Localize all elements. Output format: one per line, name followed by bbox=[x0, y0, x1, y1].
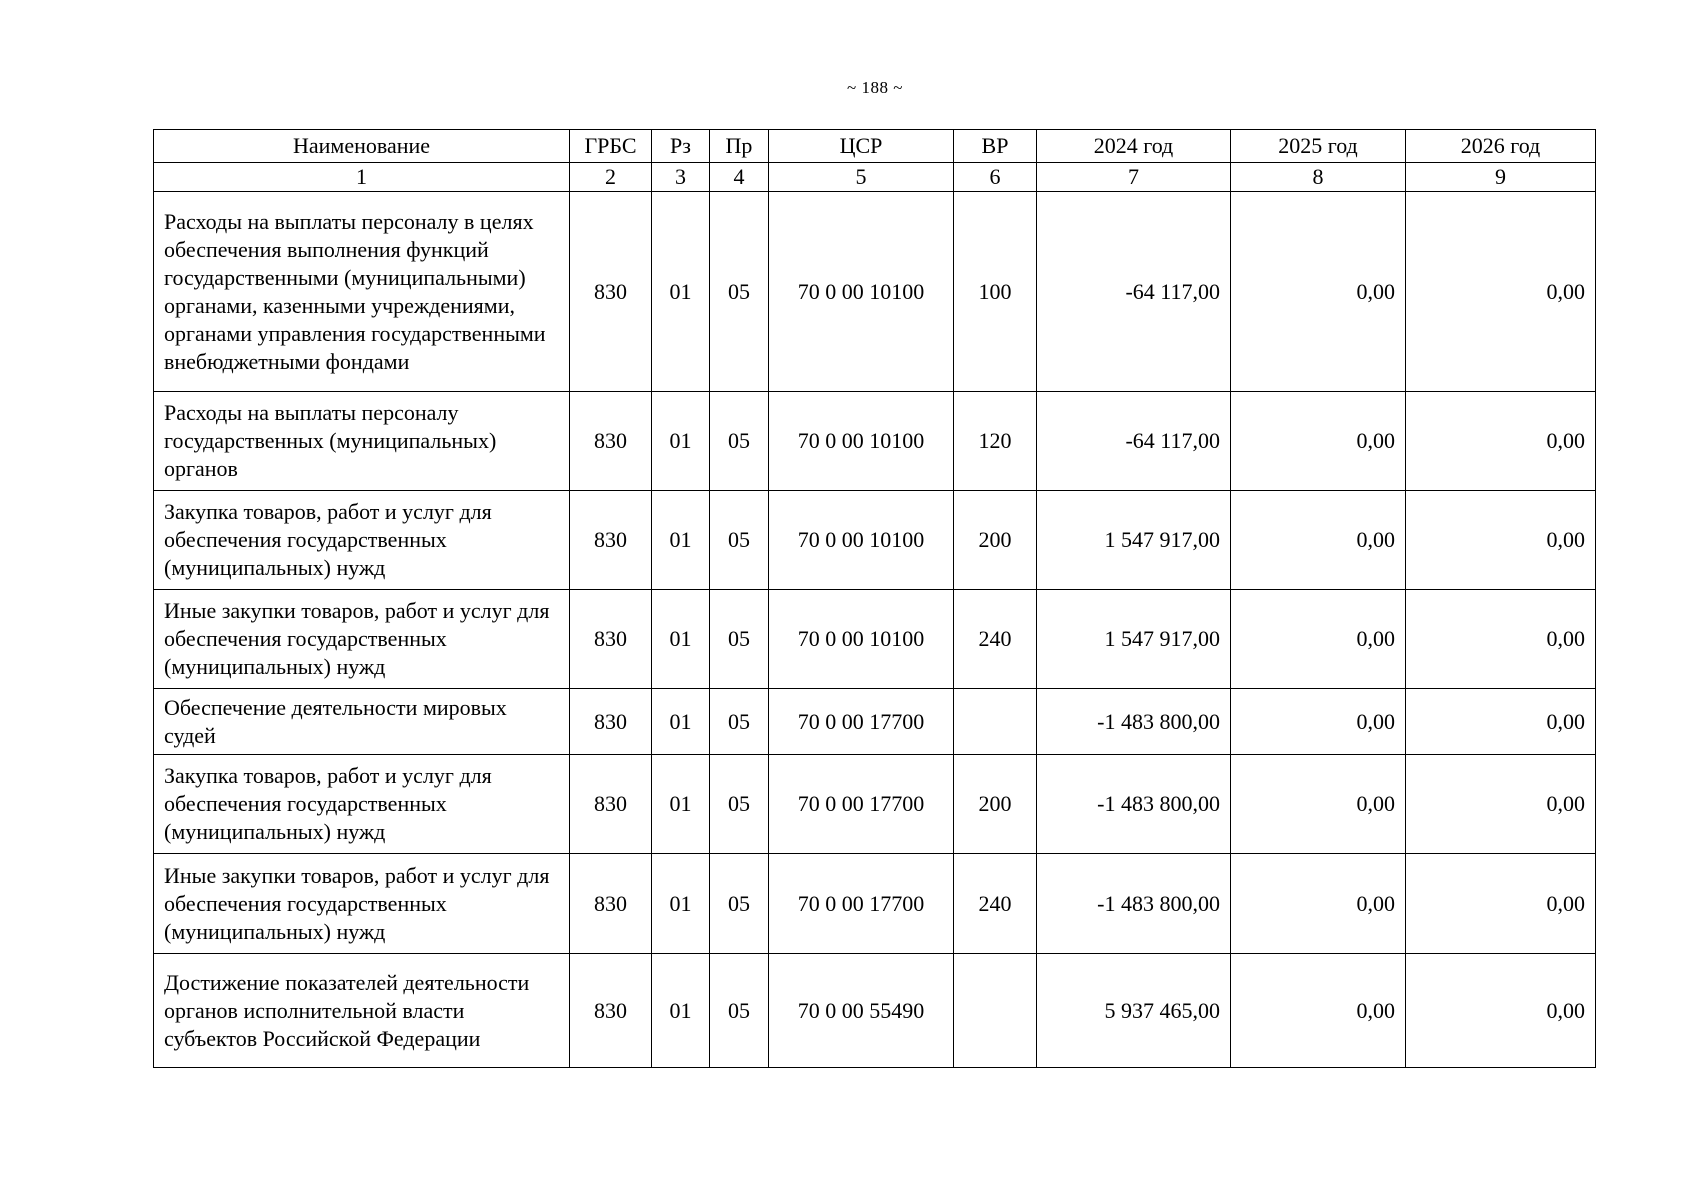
table-row bbox=[154, 392, 1596, 491]
cell-pr: 05 bbox=[710, 192, 769, 392]
cell-2026: 0,00 bbox=[1406, 192, 1596, 392]
row-name: Достижение показателей деятельности органов исполнительной власти субъектов Российской Федерации bbox=[154, 954, 570, 1068]
cell-grbs: 830 bbox=[570, 192, 652, 392]
cell-grbs: 830 bbox=[570, 755, 652, 854]
cell-2024: 1 547 917,00 bbox=[1037, 590, 1231, 689]
cell-pr: 05 bbox=[710, 689, 769, 755]
table-row bbox=[154, 590, 1596, 689]
cell-pr: 05 bbox=[710, 854, 769, 954]
cell-2025: 0,00 bbox=[1231, 392, 1406, 491]
cell-2026: 0,00 bbox=[1406, 755, 1596, 854]
cell-2026: 0,00 bbox=[1406, 392, 1596, 491]
cell-rz: 01 bbox=[652, 755, 710, 854]
cell-rz: 01 bbox=[652, 854, 710, 954]
table-row bbox=[154, 192, 1596, 392]
cell-2024: -64 117,00 bbox=[1037, 392, 1231, 491]
header-cell: Рз bbox=[652, 130, 710, 163]
cell-2026: 0,00 bbox=[1406, 491, 1596, 590]
cell-csr: 70 0 00 10100 bbox=[769, 491, 954, 590]
cell-2025: 0,00 bbox=[1231, 689, 1406, 755]
cell-2024: -64 117,00 bbox=[1037, 192, 1231, 392]
cell-rz: 01 bbox=[652, 689, 710, 755]
cell-2024: 5 937 465,00 bbox=[1037, 954, 1231, 1068]
cell-2024: -1 483 800,00 bbox=[1037, 755, 1231, 854]
table-row bbox=[154, 854, 1596, 954]
table-row bbox=[154, 755, 1596, 854]
cell-rz: 01 bbox=[652, 954, 710, 1068]
header-row bbox=[154, 130, 1596, 163]
cell-csr: 70 0 00 10100 bbox=[769, 590, 954, 689]
cell-rz: 01 bbox=[652, 192, 710, 392]
cell-vr: 240 bbox=[954, 854, 1037, 954]
cell-grbs: 830 bbox=[570, 689, 652, 755]
cell-2025: 0,00 bbox=[1231, 854, 1406, 954]
cell-csr: 70 0 00 55490 bbox=[769, 954, 954, 1068]
header-cell: 2024 год bbox=[1037, 130, 1231, 163]
column-number: 5 bbox=[769, 163, 954, 192]
row-name: Иные закупки товаров, работ и услуг для обеспечения государственных (муниципальных) нужд bbox=[154, 854, 570, 954]
cell-rz: 01 bbox=[652, 491, 710, 590]
cell-2026: 0,00 bbox=[1406, 590, 1596, 689]
cell-grbs: 830 bbox=[570, 954, 652, 1068]
header-cell: 2025 год bbox=[1231, 130, 1406, 163]
row-name: Расходы на выплаты персоналу в целях обеспечения выполнения функций государственными (муниципальными) органами, казенными учреждениями, органами управления государственными внебюджетными фондами bbox=[154, 192, 570, 392]
cell-2025: 0,00 bbox=[1231, 755, 1406, 854]
header-cell: Пр bbox=[710, 130, 769, 163]
cell-2026: 0,00 bbox=[1406, 689, 1596, 755]
column-number-row bbox=[154, 163, 1596, 192]
cell-vr: 240 bbox=[954, 590, 1037, 689]
cell-grbs: 830 bbox=[570, 854, 652, 954]
cell-rz: 01 bbox=[652, 590, 710, 689]
table-row bbox=[154, 491, 1596, 590]
cell-pr: 05 bbox=[710, 954, 769, 1068]
header-cell: ВР bbox=[954, 130, 1037, 163]
row-name: Обеспечение деятельности мировых судей bbox=[154, 689, 570, 755]
cell-csr: 70 0 00 17700 bbox=[769, 854, 954, 954]
cell-vr bbox=[954, 954, 1037, 1068]
row-name: Закупка товаров, работ и услуг для обеспечения государственных (муниципальных) нужд bbox=[154, 755, 570, 854]
cell-pr: 05 bbox=[710, 755, 769, 854]
cell-csr: 70 0 00 17700 bbox=[769, 755, 954, 854]
cell-vr: 200 bbox=[954, 755, 1037, 854]
cell-grbs: 830 bbox=[570, 491, 652, 590]
column-number: 6 bbox=[954, 163, 1037, 192]
cell-2024: -1 483 800,00 bbox=[1037, 854, 1231, 954]
column-number: 4 bbox=[710, 163, 769, 192]
header-cell: Наименование bbox=[154, 130, 570, 163]
cell-2025: 0,00 bbox=[1231, 491, 1406, 590]
column-number: 3 bbox=[652, 163, 710, 192]
cell-vr: 100 bbox=[954, 192, 1037, 392]
cell-grbs: 830 bbox=[570, 590, 652, 689]
header-cell: 2026 год bbox=[1406, 130, 1596, 163]
cell-csr: 70 0 00 10100 bbox=[769, 192, 954, 392]
column-number: 8 bbox=[1231, 163, 1406, 192]
table-row bbox=[154, 689, 1596, 755]
row-name: Расходы на выплаты персоналу государственных (муниципальных) органов bbox=[154, 392, 570, 491]
cell-2024: -1 483 800,00 bbox=[1037, 689, 1231, 755]
cell-2026: 0,00 bbox=[1406, 954, 1596, 1068]
cell-2025: 0,00 bbox=[1231, 954, 1406, 1068]
cell-2026: 0,00 bbox=[1406, 854, 1596, 954]
cell-grbs: 830 bbox=[570, 392, 652, 491]
cell-csr: 70 0 00 17700 bbox=[769, 689, 954, 755]
row-name: Закупка товаров, работ и услуг для обеспечения государственных (муниципальных) нужд bbox=[154, 491, 570, 590]
header-cell: ГРБС bbox=[570, 130, 652, 163]
table-row bbox=[154, 954, 1596, 1068]
cell-vr: 120 bbox=[954, 392, 1037, 491]
column-number: 7 bbox=[1037, 163, 1231, 192]
cell-2025: 0,00 bbox=[1231, 192, 1406, 392]
column-number: 2 bbox=[570, 163, 652, 192]
cell-pr: 05 bbox=[710, 491, 769, 590]
cell-vr: 200 bbox=[954, 491, 1037, 590]
cell-pr: 05 bbox=[710, 590, 769, 689]
cell-pr: 05 bbox=[710, 392, 769, 491]
header-cell: ЦСР bbox=[769, 130, 954, 163]
cell-2024: 1 547 917,00 bbox=[1037, 491, 1231, 590]
budget-table bbox=[153, 129, 1596, 1068]
row-name: Иные закупки товаров, работ и услуг для обеспечения государственных (муниципальных) нужд bbox=[154, 590, 570, 689]
page-number: ~ 188 ~ bbox=[847, 78, 903, 97]
column-number: 1 bbox=[154, 163, 570, 192]
column-number: 9 bbox=[1406, 163, 1596, 192]
cell-rz: 01 bbox=[652, 392, 710, 491]
cell-2025: 0,00 bbox=[1231, 590, 1406, 689]
cell-csr: 70 0 00 10100 bbox=[769, 392, 954, 491]
cell-vr bbox=[954, 689, 1037, 755]
